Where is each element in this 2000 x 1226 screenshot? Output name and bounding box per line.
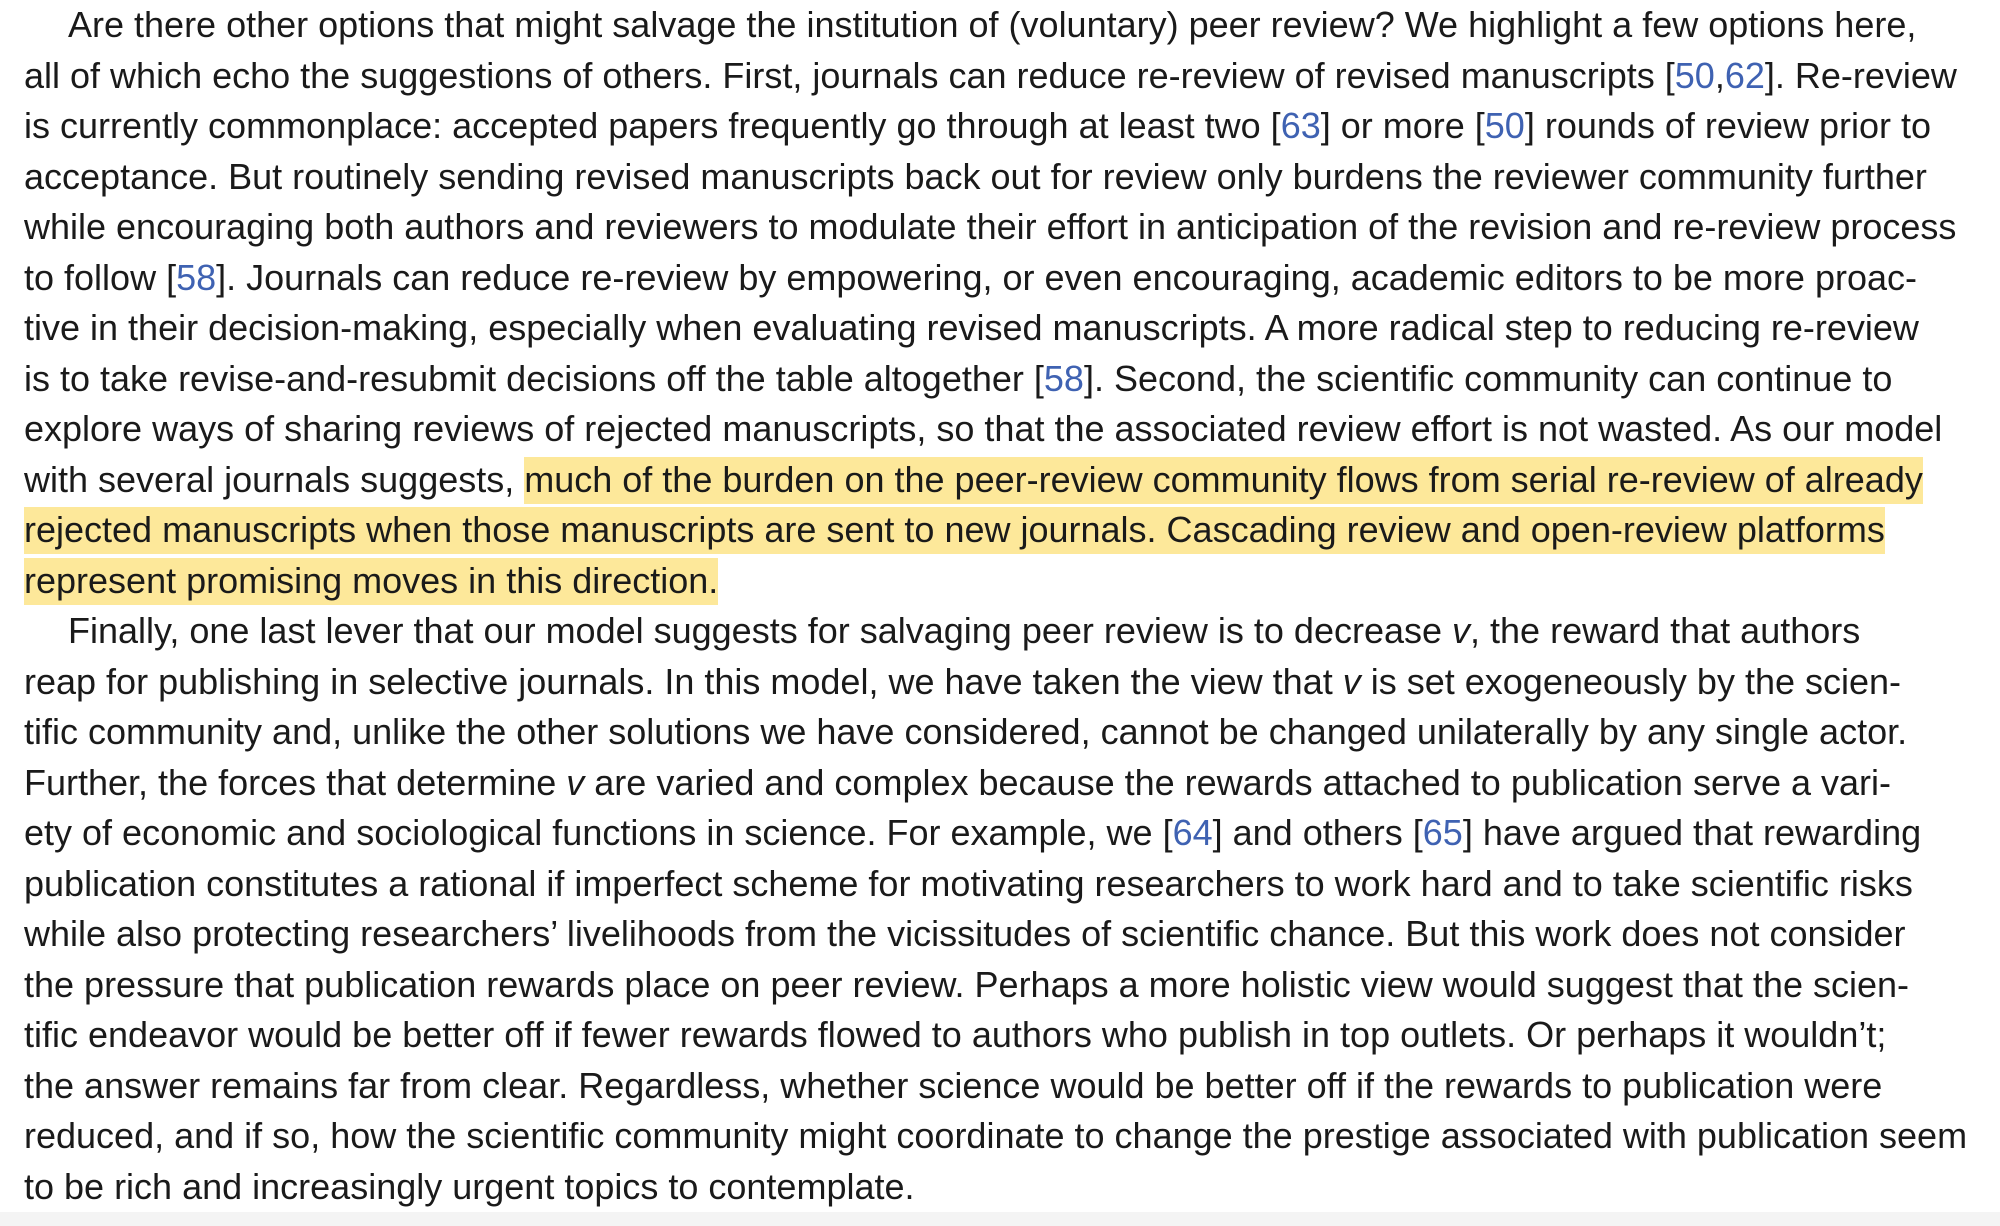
text-run: with several journals suggests, bbox=[24, 458, 525, 500]
text-line bbox=[24, 455, 1984, 506]
text-line bbox=[24, 101, 1984, 152]
text-run: , the reward that authors bbox=[1470, 610, 1861, 651]
text-run: Are there other options that might salvage the institution of (voluntary) peer review? We highlight a few options here, bbox=[68, 4, 1917, 45]
paragraph-publication-rewards bbox=[24, 606, 1984, 1212]
text-run: is to take revise-and-resubmit decisions off the table altogether [ bbox=[24, 357, 1044, 399]
text-run: reap for publishing in selective journals. In this model, we have taken the view that bbox=[24, 660, 1343, 702]
text-run: tive in their decision-making, especially when evaluating revised manuscripts. A more radical step to reducing re-review bbox=[24, 307, 1919, 348]
text-line bbox=[24, 1111, 1984, 1162]
text-line bbox=[24, 909, 1984, 960]
text-run: ] rounds of review prior to bbox=[1524, 105, 1932, 146]
text-run: the pressure that publication rewards place on peer review. Perhaps a more holistic view would suggest that the scien- bbox=[24, 963, 1910, 1005]
text-line bbox=[24, 657, 1984, 708]
text-line bbox=[24, 0, 1984, 51]
text-run: ] have argued that rewarding bbox=[1462, 812, 1922, 853]
text-line bbox=[24, 404, 1984, 455]
text-line bbox=[24, 606, 1984, 657]
text-run: ] and others [ bbox=[1212, 812, 1423, 853]
text-run: Finally, one last lever that our model suggests for salvaging peer review is to decrease bbox=[68, 610, 1453, 651]
text-run: ] or more [ bbox=[1320, 105, 1485, 146]
text-line bbox=[24, 1061, 1984, 1112]
text-run: Further, the forces that determine bbox=[24, 761, 567, 803]
text-line bbox=[24, 354, 1984, 405]
text-run: ]. Re-review bbox=[1764, 54, 1957, 96]
text-run: ]. Journals can reduce re-review by empowering, or even encouraging, academic editors to be more proac- bbox=[216, 256, 1917, 298]
text-line bbox=[24, 707, 1984, 758]
paragraph-peer-review-options bbox=[24, 0, 1984, 606]
citation-link[interactable]: 64 bbox=[1172, 812, 1213, 853]
text-line bbox=[24, 556, 1984, 607]
text-line bbox=[24, 758, 1984, 809]
text-run: ety of economic and sociological functions in science. For example, we [ bbox=[24, 812, 1173, 853]
text-run: the answer remains far from clear. Regardless, whether science would be better off if the rewards to publication were bbox=[24, 1064, 1883, 1106]
text-line bbox=[24, 960, 1984, 1011]
highlighted-text: represent promising moves in this direction. bbox=[24, 558, 718, 605]
math-variable: v bbox=[1452, 610, 1471, 651]
highlighted-text: rejected manuscripts when those manuscripts are sent to new journals. Cascading review and open-review platforms bbox=[24, 507, 1885, 554]
text-line bbox=[24, 1162, 1984, 1213]
text-line bbox=[24, 303, 1984, 354]
text-run: ]. Second, the scientific community can continue to bbox=[1083, 357, 1893, 399]
text-run: while encouraging both authors and reviewers to modulate their effort in anticipation of the revision and re-review process bbox=[24, 206, 1957, 247]
text-run: reduced, and if so, how the scientific community might coordinate to change the prestige associated with publication seem bbox=[24, 1115, 1968, 1156]
page-bottom-edge bbox=[0, 1212, 2000, 1226]
text-line bbox=[24, 202, 1984, 253]
text-line bbox=[24, 1010, 1984, 1061]
text-run: to follow [ bbox=[24, 256, 177, 298]
text-run: is set exogeneously by the scien- bbox=[1360, 660, 1902, 702]
citation-link[interactable]: 50 bbox=[1674, 54, 1715, 96]
text-run: is currently commonplace: accepted papers frequently go through at least two [ bbox=[24, 105, 1281, 146]
text-run: to be rich and increasingly urgent topics to contemplate. bbox=[24, 1165, 915, 1207]
text-run: tific community and, unlike the other solutions we have considered, cannot be changed unilaterally by any single actor. bbox=[24, 711, 1908, 752]
text-line bbox=[24, 505, 1984, 556]
math-variable: v bbox=[1342, 660, 1361, 702]
text-run: all of which echo the suggestions of others. First, journals can reduce re-review of revised manuscripts [ bbox=[24, 54, 1675, 96]
text-line bbox=[24, 152, 1984, 203]
highlighted-text: much of the burden on the peer-review community flows from serial re-review of already bbox=[524, 457, 1923, 504]
text-run: publication constitutes a rational if imperfect scheme for motivating researchers to work hard and to take scientific risks bbox=[24, 862, 1913, 904]
citation-link[interactable]: 65 bbox=[1422, 812, 1463, 853]
text-run: are varied and complex because the rewards attached to publication serve a vari- bbox=[584, 761, 1892, 803]
text-run: while also protecting researchers’ livelihoods from the vicissitudes of scientific chance. But this work does not consider bbox=[24, 913, 1906, 954]
text-run: , bbox=[1714, 54, 1725, 96]
math-variable: v bbox=[566, 761, 585, 803]
text-line bbox=[24, 51, 1984, 102]
article-body bbox=[24, 0, 1984, 1212]
text-run: tific endeavor would be better off if fewer rewards flowed to authors who publish in top outlets. Or perhaps it wouldn’t; bbox=[24, 1014, 1887, 1055]
citation-link[interactable]: 58 bbox=[1043, 357, 1084, 399]
text-line bbox=[24, 808, 1984, 859]
citation-link[interactable]: 62 bbox=[1724, 54, 1765, 96]
text-line bbox=[24, 859, 1984, 910]
citation-link[interactable]: 58 bbox=[176, 256, 217, 298]
citation-link[interactable]: 50 bbox=[1484, 105, 1525, 146]
citation-link[interactable]: 63 bbox=[1280, 105, 1321, 146]
text-run: explore ways of sharing reviews of rejected manuscripts, so that the associated review effort is not wasted. As our model bbox=[24, 408, 1943, 449]
text-run: acceptance. But routinely sending revised manuscripts back out for review only burdens the reviewer community further bbox=[24, 155, 1927, 197]
text-line bbox=[24, 253, 1984, 304]
